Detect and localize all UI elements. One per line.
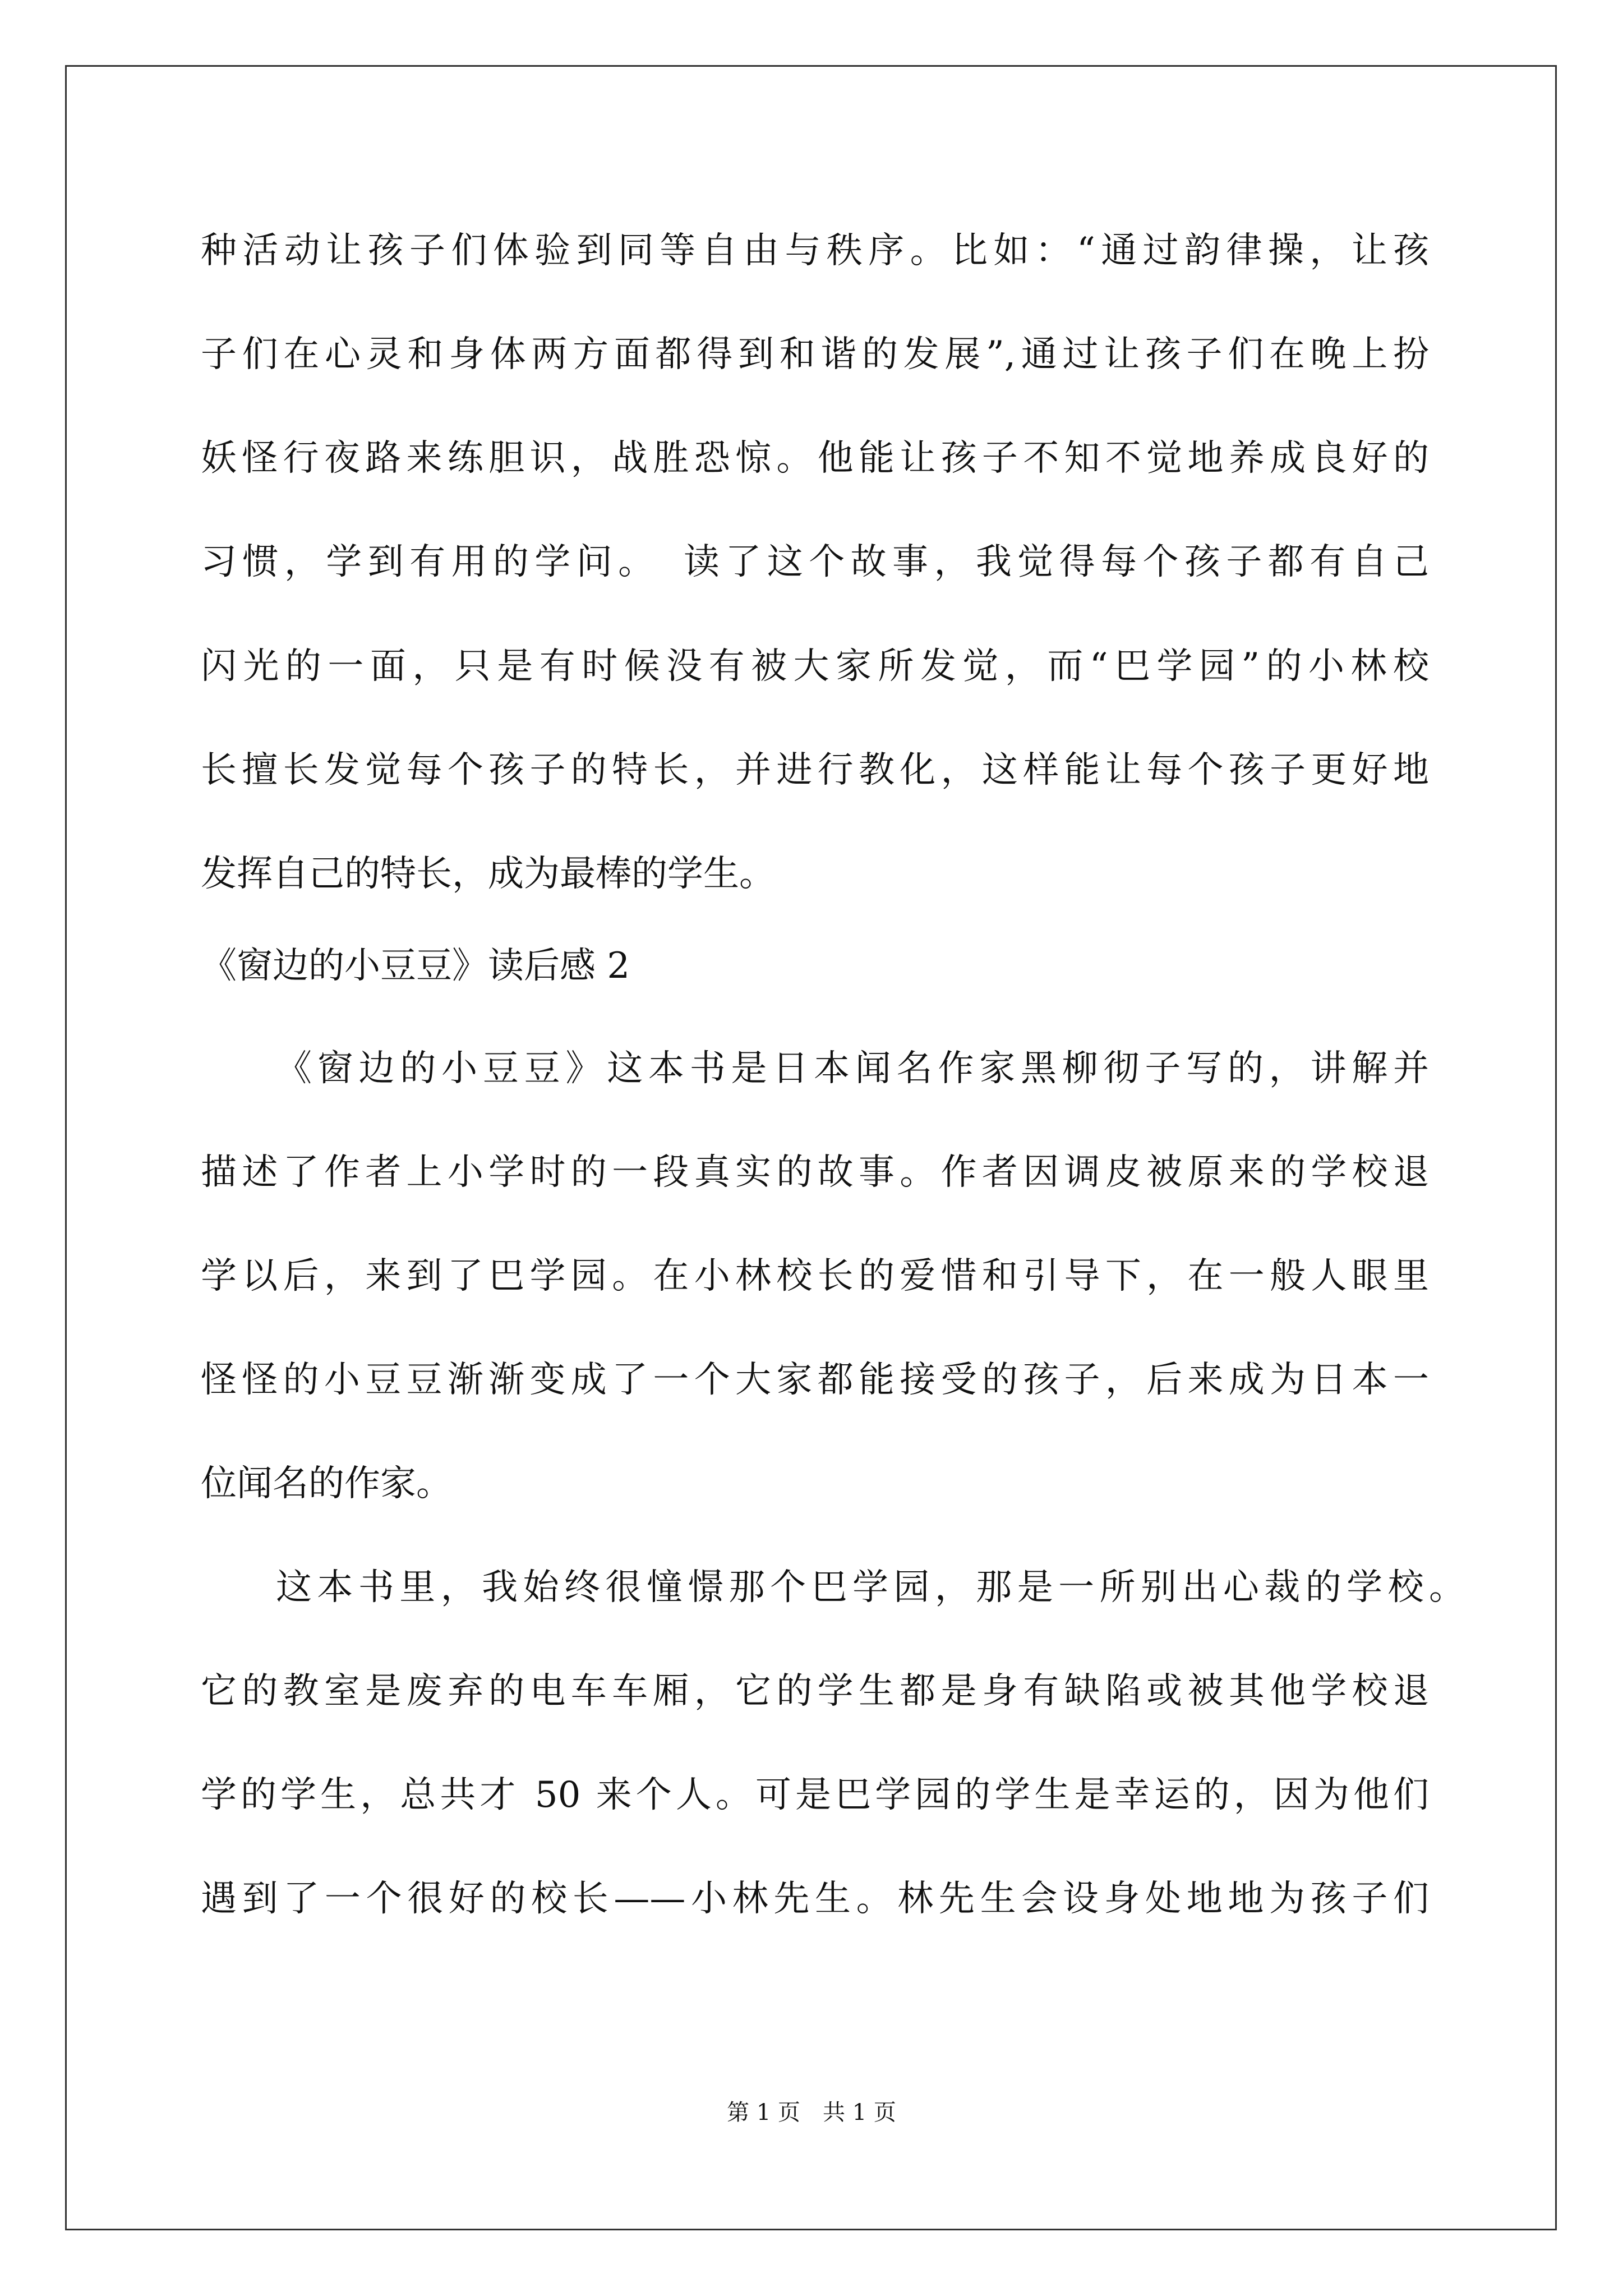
page-footer: 第 1 页 共 1 页 [727, 2100, 896, 2125]
text-line: 发挥自己的特长，成为最棒的学生。 [201, 853, 775, 895]
text-line: 学以后，来到了巴学园。在小林校长的爱惜和引导下，在一般人眼里 [201, 1255, 1429, 1297]
text-line: 习惯，学到有用的学问。 读了这个故事，我觉得每个孩子都有自己 [201, 541, 1429, 583]
text-line: 子们在心灵和身体两方面都得到和谐的发展”,通过让孩子们在晚上扮 [201, 334, 1429, 375]
text-line: 闪光的一面，只是有时候没有被大家所发觉，而“巴学园”的小林校 [201, 646, 1429, 687]
text-line: 怪怪的小豆豆渐渐变成了一个大家都能接受的孩子，后来成为日本一 [201, 1359, 1429, 1401]
paragraph-first-line: 这本书里，我始终很憧憬那个巴学园，那是一所别出心裁的学校。 [276, 1567, 1465, 1608]
text-line: 种活动让孩子们体验到同等自由与秩序。比如：“通过韵律操，让孩 [201, 230, 1429, 272]
text-line: 位闻名的作家。 [201, 1463, 452, 1504]
text-line: 它的教室是废弃的电车车厢，它的学生都是身有缺陷或被其他学校退 [201, 1671, 1429, 1712]
text-line: 长擅长发觉每个孩子的特长，并进行教化，这样能让每个孩子更好地 [201, 749, 1429, 791]
text-line: 学的学生，总共才 50 来个人。可是巴学园的学生是幸运的，因为他们 [201, 1774, 1429, 1816]
paragraph-first-line: 《窗边的小豆豆》这本书是日本闻名作家黑柳彻子写的，讲解并 [276, 1048, 1429, 1089]
text-line: 遇到了一个很好的校长——小林先生。林先生会设身处地地为孩子们 [201, 1878, 1429, 1920]
text-line: 妖怪行夜路来练胆识，战胜恐惊。他能让孩子不知不觉地养成良好的 [201, 438, 1429, 479]
section-heading: 《窗边的小豆豆》读后感 2 [201, 945, 630, 987]
text-line: 描述了作者上小学时的一段真实的故事。作者因调皮被原来的学校退 [201, 1152, 1429, 1193]
